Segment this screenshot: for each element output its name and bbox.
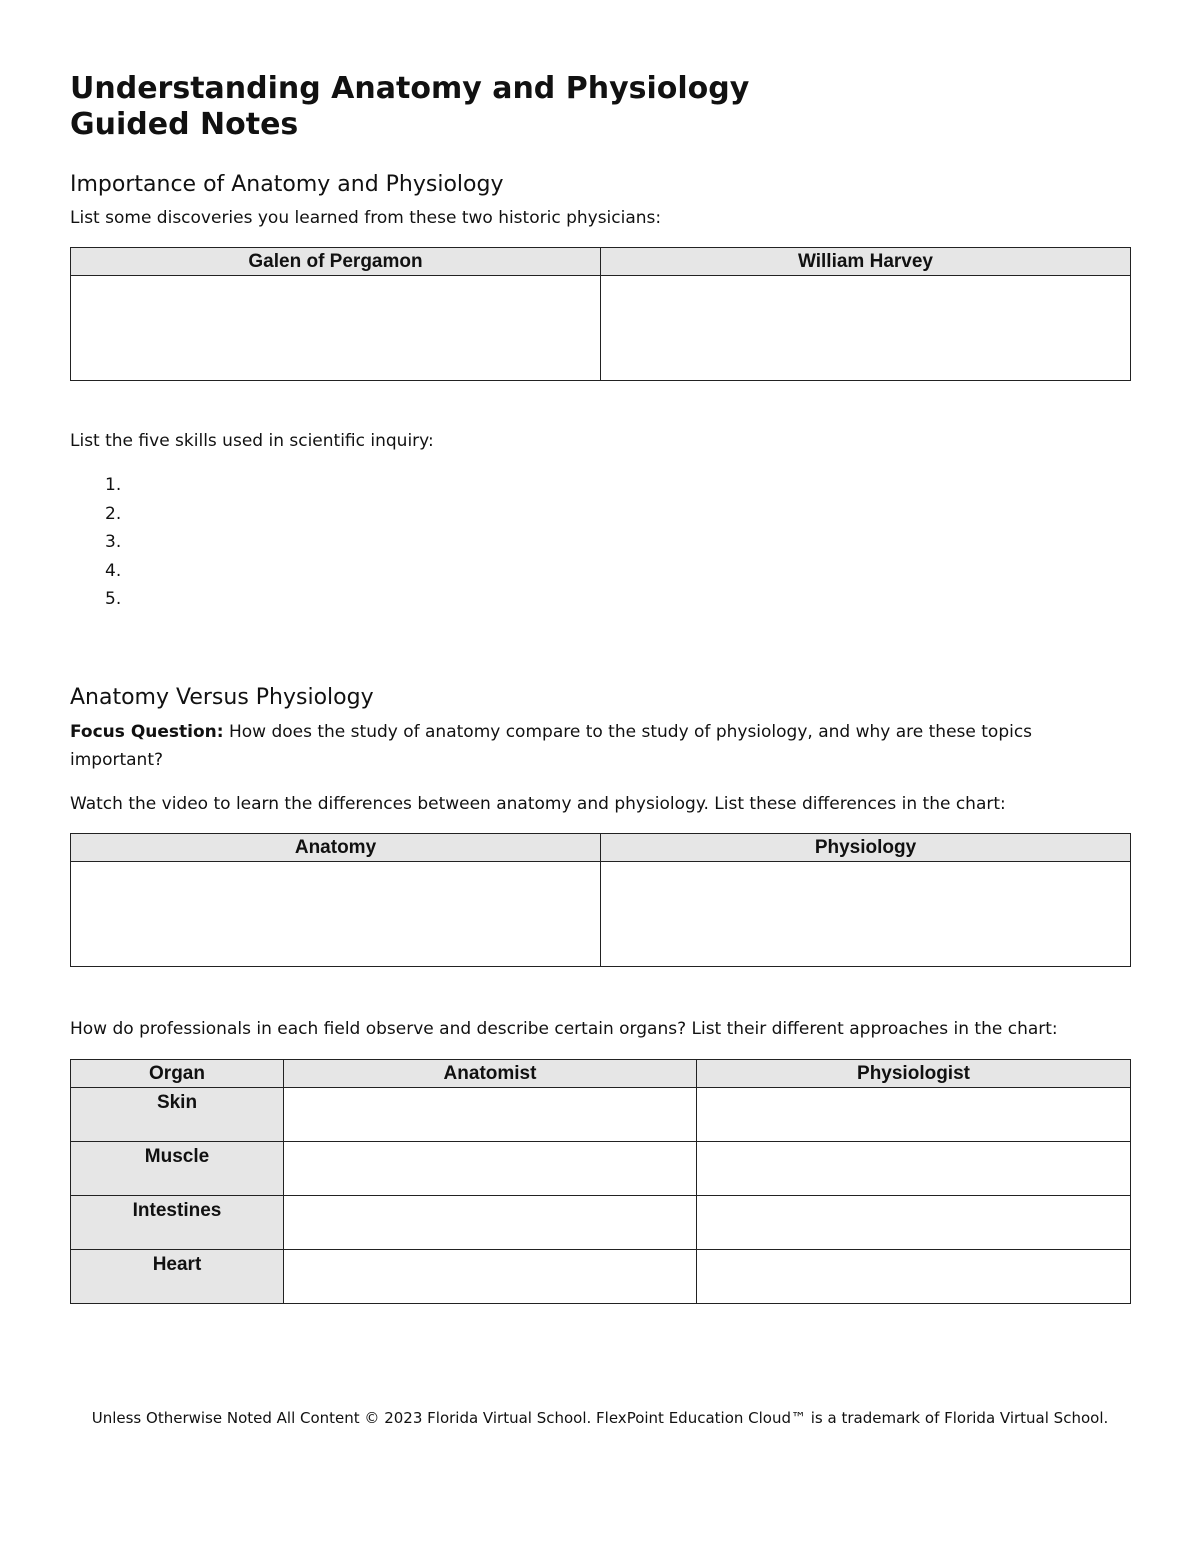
galen-answer-cell[interactable] [71,276,601,381]
focus-text: How does the study of anatomy compare to the study of physiology, and why are these topics important? [70,722,1033,770]
title-line-2: Guided Notes [70,107,299,142]
header-anatomy: Anatomy [71,834,601,862]
section-heading-versus: Anatomy Versus Physiology [70,685,374,710]
organ-muscle: Muscle [71,1142,284,1196]
header-galen: Galen of Pergamon [71,248,601,276]
organ-skin: Skin [71,1088,284,1142]
anatomist-answer-cell[interactable] [284,1250,697,1304]
anatomy-answer-cell[interactable] [71,862,601,967]
physiology-answer-cell[interactable] [601,862,1131,967]
header-physiologist: Physiologist [697,1060,1131,1088]
organs-prompt: How do professionals in each field observe and describe certain organs? List their different approaches in the chart: [70,1019,1058,1039]
video-prompt: Watch the video to learn the differences between anatomy and physiology. List these differences in the chart: [70,794,1006,814]
list-item: 1. [105,475,122,495]
differences-table [70,833,1131,967]
physiologist-answer-cell[interactable] [697,1196,1131,1250]
table-row [71,1088,1131,1142]
anatomist-answer-cell[interactable] [284,1142,697,1196]
header-harvey: William Harvey [601,248,1131,276]
focus-question [70,718,1130,774]
physiologist-answer-cell[interactable] [697,1142,1131,1196]
skills-list [105,471,121,614]
list-item: 4. [105,560,122,581]
anatomist-answer-cell[interactable] [284,1088,697,1142]
skills-prompt: List the five skills used in scientific inquiry: [70,431,434,451]
table-row [71,1196,1131,1250]
list-item: 5. [105,589,122,609]
header-anatomist: Anatomist [284,1060,697,1088]
organ-intestines: Intestines [71,1196,284,1250]
copyright-footer: Unless Otherwise Noted All Content © 2023 Florida Virtual School. FlexPoint Education Cloud™ is a trademark of Florida Virtual School. [91,1409,1109,1427]
organs-table [70,1059,1131,1304]
physiologist-answer-cell[interactable] [697,1250,1131,1304]
header-physiology: Physiology [601,834,1131,862]
table-row [71,1250,1131,1304]
focus-label: Focus Question: [70,722,224,742]
title-line-1: Understanding Anatomy and Physiology [70,71,750,106]
physicians-prompt: List some discoveries you learned from these two historic physicians: [70,208,662,228]
list-item: 3. [105,532,122,552]
harvey-answer-cell[interactable] [601,276,1131,381]
table-row [71,1142,1131,1196]
document-title [70,71,749,143]
anatomist-answer-cell[interactable] [284,1196,697,1250]
physicians-table [70,247,1131,381]
physiologist-answer-cell[interactable] [697,1088,1131,1142]
list-item: 2. [105,503,122,524]
header-organ: Organ [71,1060,284,1088]
section-heading-importance: Importance of Anatomy and Physiology [70,172,504,197]
organ-heart: Heart [71,1250,284,1304]
